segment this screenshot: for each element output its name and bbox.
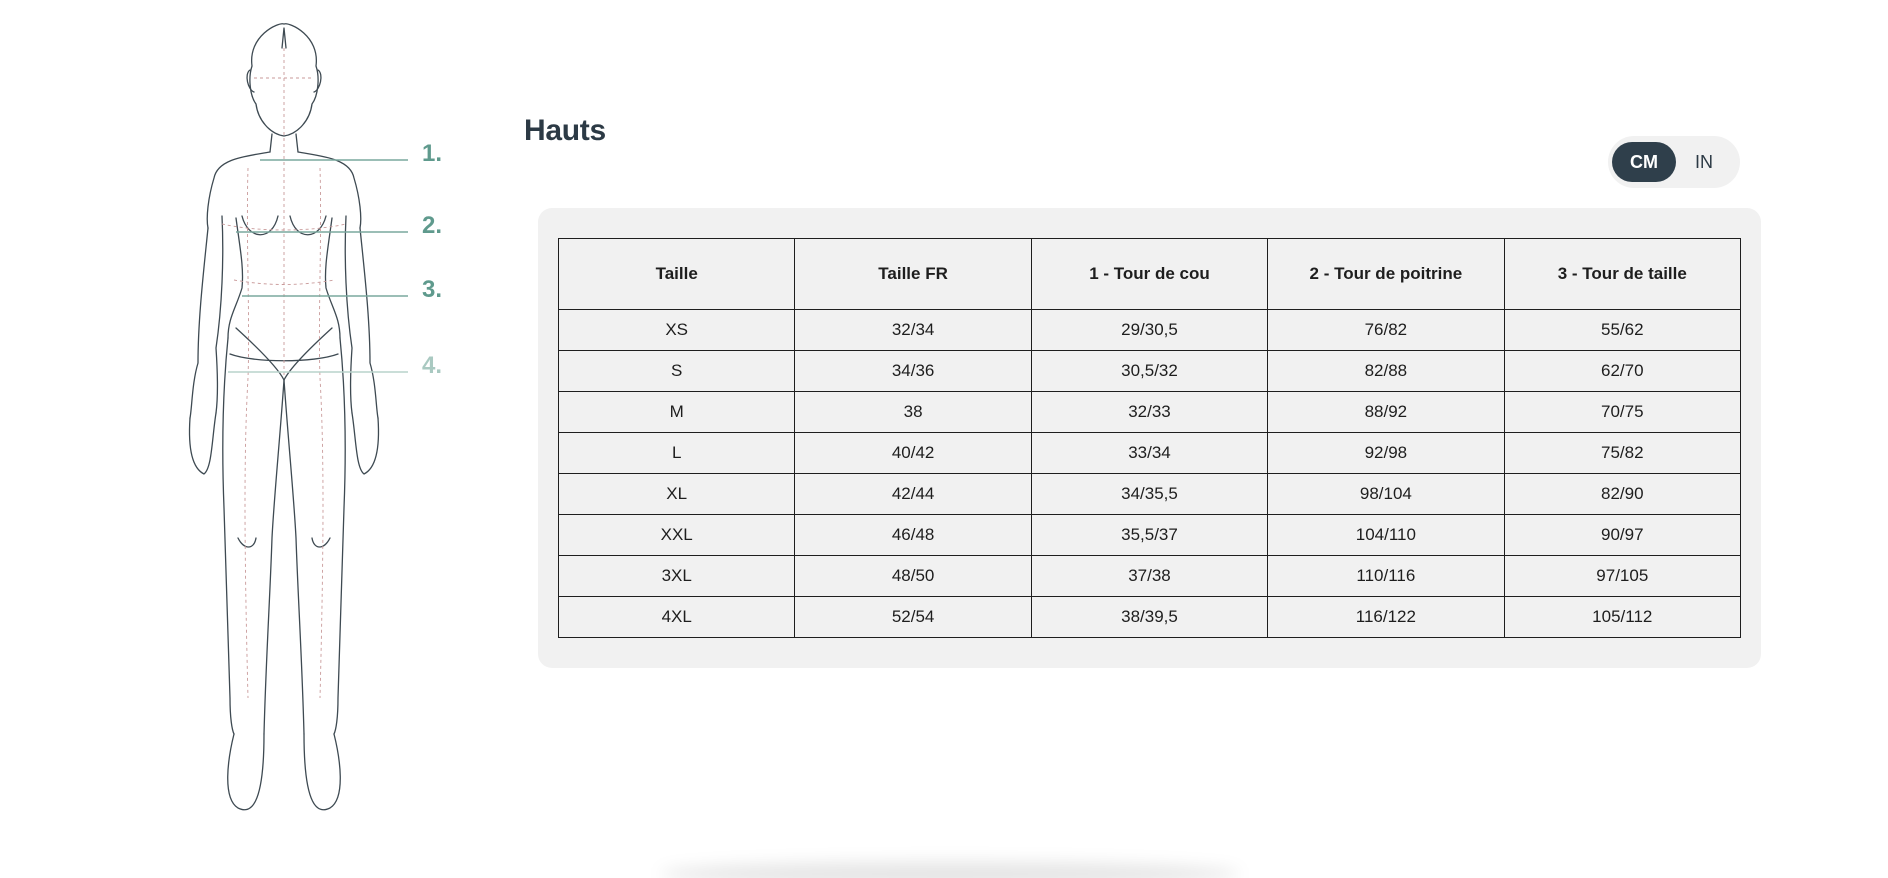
table-cell: 104/110 [1268,515,1504,556]
table-row [559,351,1741,392]
table-cell: 46/48 [795,515,1031,556]
table-cell: 90/97 [1504,515,1740,556]
size-table [558,238,1741,638]
table-cell: 29/30,5 [1031,310,1267,351]
table-cell: 75/82 [1504,433,1740,474]
table-cell: 62/70 [1504,351,1740,392]
unit-cm-button[interactable]: CM [1612,142,1676,182]
header-taille: Taille [559,239,795,310]
table-cell: 76/82 [1268,310,1504,351]
bottom-shadow [660,862,1240,878]
table-cell: S [559,351,795,392]
table-cell: 98/104 [1268,474,1504,515]
table-row [559,556,1741,597]
header-taille-fr: Taille FR [795,239,1031,310]
table-cell: 110/116 [1268,556,1504,597]
table-row [559,515,1741,556]
table-cell: XL [559,474,795,515]
table-cell: 82/88 [1268,351,1504,392]
table-cell: 40/42 [795,433,1031,474]
table-cell: 30,5/32 [1031,351,1267,392]
table-row [559,474,1741,515]
table-cell: 88/92 [1268,392,1504,433]
unit-toggle[interactable] [1608,136,1740,188]
measurement-label-4: 4. [422,352,443,379]
table-row [559,310,1741,351]
table-cell: 70/75 [1504,392,1740,433]
section-title: Hauts [524,114,606,147]
table-cell: 116/122 [1268,597,1504,638]
measurement-label-2: 2. [422,212,443,239]
size-table-panel [538,208,1761,668]
table-cell: 97/105 [1504,556,1740,597]
body-measurement-illustration [178,18,468,818]
header-tour-de-cou: 1 - Tour de cou [1031,239,1267,310]
table-cell: 82/90 [1504,474,1740,515]
table-header-row [559,239,1741,310]
table-cell: 55/62 [1504,310,1740,351]
table-cell: 32/33 [1031,392,1267,433]
table-cell: 33/34 [1031,433,1267,474]
table-cell: L [559,433,795,474]
table-cell: 34/35,5 [1031,474,1267,515]
table-cell: 35,5/37 [1031,515,1267,556]
table-row [559,433,1741,474]
header-tour-de-poitrine: 2 - Tour de poitrine [1268,239,1504,310]
table-cell: 34/36 [795,351,1031,392]
table-cell: 38 [795,392,1031,433]
measurement-label-1: 1. [422,140,443,167]
table-cell: 105/112 [1504,597,1740,638]
table-cell: 38/39,5 [1031,597,1267,638]
table-cell: 4XL [559,597,795,638]
table-cell: M [559,392,795,433]
table-cell: 32/34 [795,310,1031,351]
body-silhouette-icon [178,18,468,818]
header-tour-de-taille: 3 - Tour de taille [1504,239,1740,310]
unit-in-button[interactable]: IN [1695,152,1713,172]
table-row [559,597,1741,638]
table-row [559,392,1741,433]
table-cell: 42/44 [795,474,1031,515]
table-cell: 3XL [559,556,795,597]
table-cell: 48/50 [795,556,1031,597]
table-cell: 92/98 [1268,433,1504,474]
table-cell: XXL [559,515,795,556]
measurement-label-3: 3. [422,276,443,303]
table-cell: 37/38 [1031,556,1267,597]
table-cell: XS [559,310,795,351]
table-cell: 52/54 [795,597,1031,638]
